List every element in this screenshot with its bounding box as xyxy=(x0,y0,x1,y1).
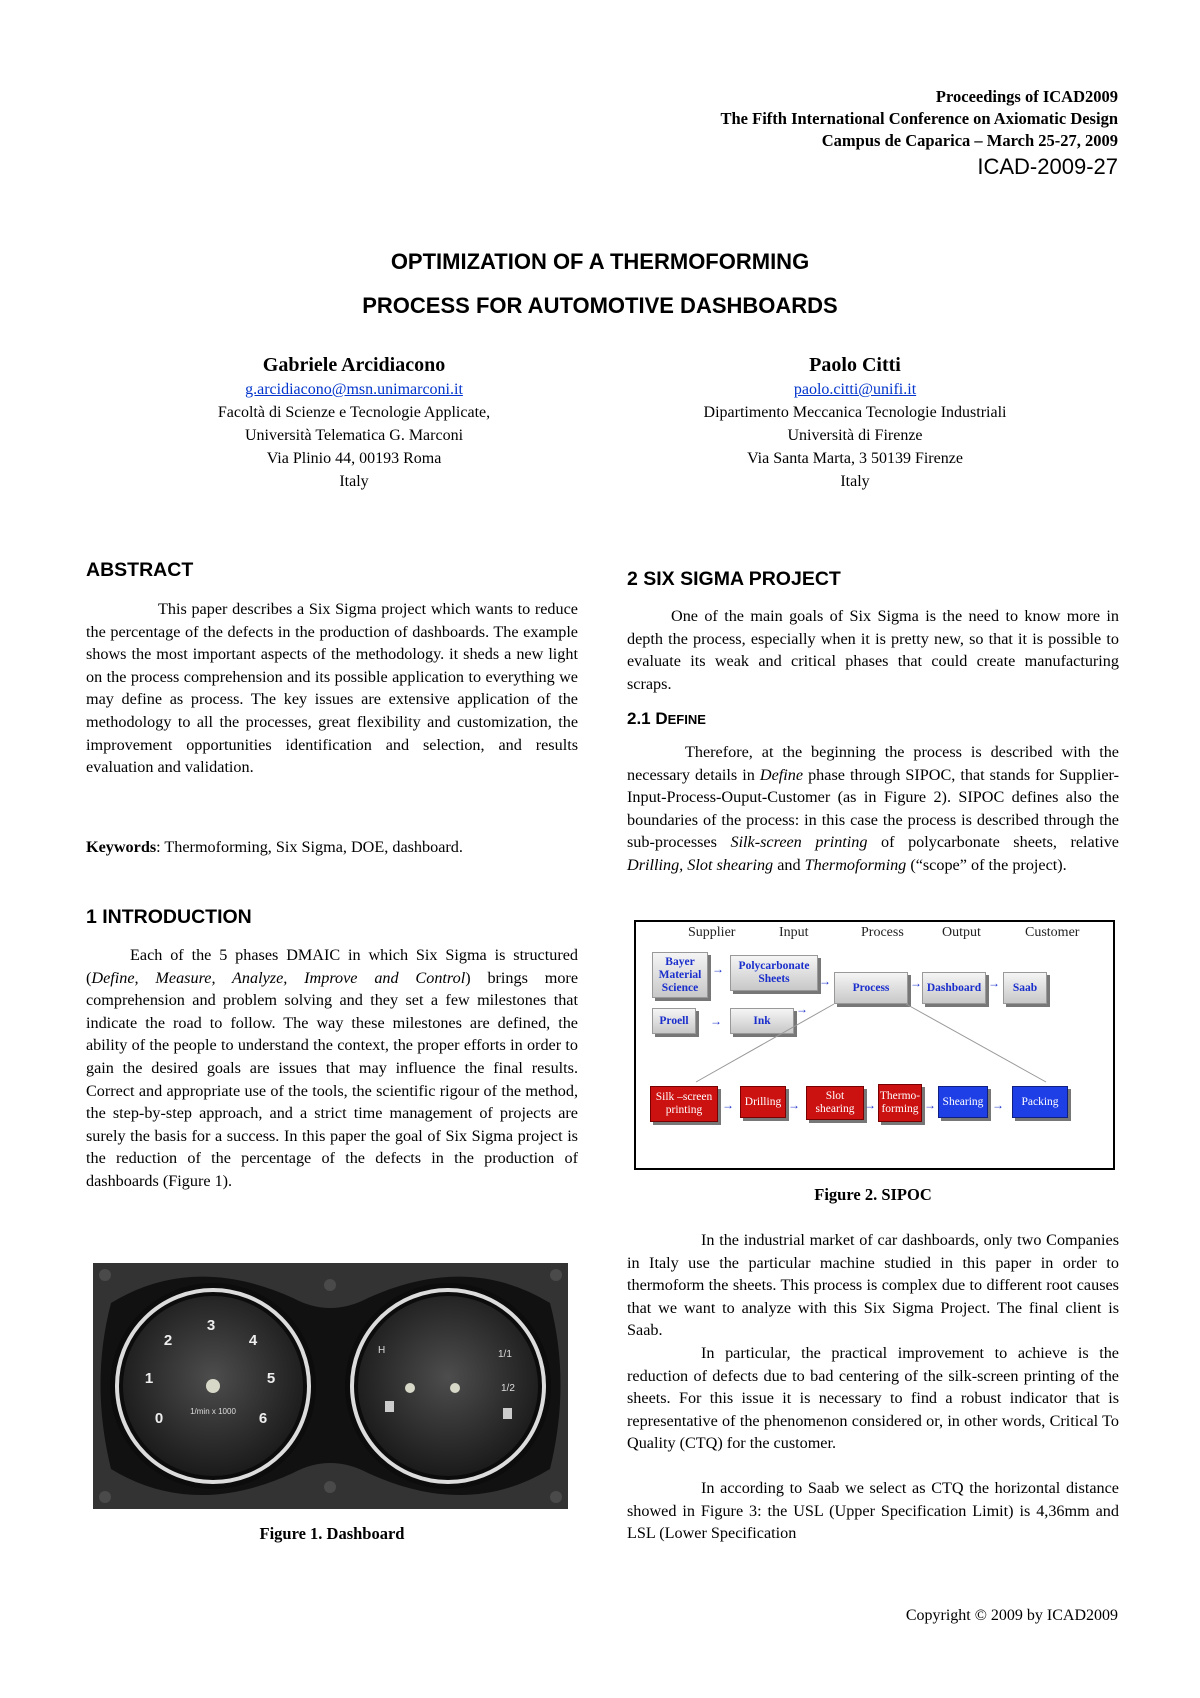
drilling-term: Drilling, Slot shearing xyxy=(627,855,774,874)
gauge-tick-2: 2 xyxy=(163,1332,173,1349)
fuel-full-mark: 1/1 xyxy=(498,1349,512,1360)
sipoc-col-supplier: Supplier xyxy=(688,925,736,940)
gauge-tick-0: 0 xyxy=(154,1410,164,1427)
define-text-e: (“scope” of the project). xyxy=(906,855,1067,874)
ctq-text: In according to Saab we select as CTQ the horizontal distance showed in Figure 3: the USL (Upper Specification Limit) is 4,36mm and LSL (Lower Specification xyxy=(627,1479,1119,1543)
keywords-line xyxy=(86,836,578,859)
author-name: Paolo Citti xyxy=(809,354,901,376)
author-email-link[interactable]: paolo.citti@unifi.it xyxy=(793,381,917,398)
define-heading-num: 2.1 D xyxy=(627,709,668,728)
sipoc-col-process: Process xyxy=(861,925,904,940)
arrow-icon: → xyxy=(788,1098,800,1112)
temperature-icon xyxy=(385,1401,394,1412)
gauge-tick-1: 1 xyxy=(144,1370,154,1387)
conference-line: The Fifth International Conference on Axiomatic Design xyxy=(720,109,1118,128)
sipoc-slot-shearing-box: Slot shearing xyxy=(806,1086,864,1120)
intro-dmaic-phases: Define, Measure, Analyze, Improve and Control xyxy=(91,968,466,987)
venue-line: Campus de Caparica – March 25-27, 2009 xyxy=(821,131,1118,150)
sipoc-polycarbonate-box: Polycarbonate Sheets xyxy=(730,955,818,991)
six-sigma-heading: 2 SIX SIGMA PROJECT xyxy=(627,568,841,590)
sipoc-bayer-box: Bayer Material Science xyxy=(652,952,708,998)
sipoc-ink-box: Ink xyxy=(730,1008,794,1034)
arrow-icon: → xyxy=(712,962,724,976)
figure-2-caption: Figure 2. SIPOC xyxy=(814,1185,932,1204)
define-term: Define xyxy=(759,765,804,784)
author-address: Via Santa Marta, 3 50139 Firenze xyxy=(747,450,963,467)
arrow-icon: → xyxy=(710,1014,722,1028)
sipoc-drilling-box: Drilling xyxy=(740,1086,786,1118)
author-country: Italy xyxy=(339,473,369,490)
define-text-c: of polycarbonate sheets, relative xyxy=(867,833,1119,852)
author-name: Gabriele Arcidiacono xyxy=(262,354,446,376)
introduction-text xyxy=(86,944,578,1193)
sipoc-diagram xyxy=(634,920,1115,1170)
gauge-tick-5: 5 xyxy=(266,1370,276,1387)
abstract-text: This paper describes a Six Sigma project which wants to reduce the percentage of the defects in the production of dashboards. The example shows the most important aspects of the methodology. it sheds a new light on the process comprehension and its possible application to everything we may define as process. The key issues are extensive application of the methodology to all the processes, great flexibility and customization, the improvement opportunities identification and selection, and results evaluation and validation. xyxy=(86,600,578,777)
define-text-a: Therefore, at the beginning the process is described with the necessary details in xyxy=(627,743,1119,784)
sipoc-col-customer: Customer xyxy=(1025,925,1080,940)
sipoc-packing-box: Packing xyxy=(1012,1086,1068,1118)
arrow-icon: → xyxy=(796,1002,808,1016)
author-university: Università Telematica G. Marconi xyxy=(244,427,464,444)
figure-1-caption: Figure 1. Dashboard xyxy=(259,1524,405,1543)
gauge-unit: 1/min x 1000 xyxy=(190,1407,236,1416)
title-line-1: OPTIMIZATION OF A THERMOFORMING xyxy=(390,249,810,274)
sipoc-shearing-box: Shearing xyxy=(938,1086,988,1118)
fuel-icon xyxy=(503,1408,512,1419)
introduction-heading: 1 INTRODUCTION xyxy=(86,906,252,928)
sipoc-proell-box: Proell xyxy=(652,1008,696,1034)
sipoc-zoom-lines xyxy=(636,922,1113,1168)
arrow-icon: → xyxy=(988,976,1000,990)
intro-text-b: ) brings more comprehension and problem solving and they set a few milestones that indicate the road to follow. The way these milestones are defined, the ability of the people to understand the context, the proper efforts in order to gain the desired goals are issues that may influence the final results. Correct and appropriate use of the tools, the scientific rigour of the method, the step-by-step approach, and a strict time management of projects are surely the basis for a success. In this paper the goal of Six Sigma project is the reduction of the percentage of the defects in the production of dashboards (Figure 1). xyxy=(86,968,578,1190)
fuel-half-mark: 1/2 xyxy=(501,1383,515,1394)
gauge-tick-6: 6 xyxy=(258,1410,268,1427)
keywords-label: Keywords xyxy=(86,838,157,856)
arrow-icon: → xyxy=(819,974,831,988)
six-sigma-text: One of the main goals of Six Sigma is the need to know more in depth the process, especially when it is pretty new, so that it is possible to evaluate its weak and critical phases that could create manufacturing scraps. xyxy=(627,607,1119,693)
gauge-tick-4: 4 xyxy=(248,1332,258,1349)
arrow-icon: → xyxy=(864,1098,876,1112)
abstract-heading: ABSTRACT xyxy=(86,559,194,581)
sipoc-saab-box: Saab xyxy=(1003,972,1047,1004)
paper-code: ICAD-2009-27 xyxy=(977,154,1118,179)
keywords-list: : Thermoforming, Six Sigma, DOE, dashboard. xyxy=(156,838,463,856)
thermo-term: Thermoforming xyxy=(804,855,907,874)
arrow-icon: → xyxy=(722,1098,734,1112)
paper-title xyxy=(0,240,1200,328)
gauge-tick-3: 3 xyxy=(206,1317,216,1334)
arrow-icon: → xyxy=(910,976,922,990)
improvement-text: In particular, the practical improvement to achieve is the reduction of defects due to bad centering of the silk-screen printing of the sheets. For this issue it is necessary to find a robust indicator that is representative of the phenomenon considered or, in other words, Critical To Quality (CTQ) for the customer. xyxy=(627,1344,1119,1453)
sipoc-thermoforming-box: Thermo-forming xyxy=(878,1084,922,1122)
author-affiliation: Dipartimento Meccanica Tecnologie Industriali xyxy=(703,404,1007,421)
author-country: Italy xyxy=(840,473,870,490)
arrow-icon: → xyxy=(992,1098,1004,1112)
sipoc-col-input: Input xyxy=(779,925,809,940)
market-text: In the industrial market of car dashboards, only two Companies in Italy use the particular machine studied in this paper in order to thermoform the sheets. This process is complex due to different root causes that we want to analyze with this Six Sigma Project. The final client is Saab. xyxy=(627,1231,1119,1340)
intro-text-a: Each of the 5 phases DMAIC in which Six Sigma is structured ( xyxy=(86,946,578,987)
author-email-link[interactable]: g.arcidiacono@msn.unimarconi.it xyxy=(245,381,463,398)
define-heading xyxy=(627,709,706,729)
define-text-b: phase through SIPOC, that stands for Supplier-Input-Process-Ouput-Customer (as in Figure 2). SIPOC defines also the boundaries of the process: in this case the process is described through the sub-processes xyxy=(627,765,1120,852)
temp-h-mark: H xyxy=(378,1345,386,1356)
copyright-footer: Copyright © 2009 by ICAD2009 xyxy=(905,1607,1118,1624)
author-university: Università di Firenze xyxy=(787,427,923,444)
sipoc-process-box: Process xyxy=(834,972,908,1004)
define-text-d: and xyxy=(773,855,805,874)
sipoc-dashboard-box: Dashboard xyxy=(922,972,986,1004)
author-block-1 xyxy=(144,352,564,493)
sipoc-col-output: Output xyxy=(942,925,981,940)
define-text xyxy=(627,741,1119,877)
arrow-icon: → xyxy=(924,1098,936,1112)
author-affiliation: Facoltà di Scienze e Tecnologie Applicate, xyxy=(217,404,491,421)
sipoc-silk-screen-box: Silk –screen printing xyxy=(650,1086,718,1122)
dashboard-photo xyxy=(93,1263,568,1509)
author-block-2 xyxy=(645,352,1065,493)
proceedings-line: Proceedings of ICAD2009 xyxy=(935,87,1118,106)
title-line-2: PROCESS FOR AUTOMOTIVE DASHBOARDS xyxy=(362,293,838,318)
proceedings-header xyxy=(720,86,1118,182)
define-heading-rest: EFINE xyxy=(667,712,706,727)
author-address: Via Plinio 44, 00193 Roma xyxy=(266,450,442,467)
silk-term: Silk-screen printing xyxy=(730,833,868,852)
